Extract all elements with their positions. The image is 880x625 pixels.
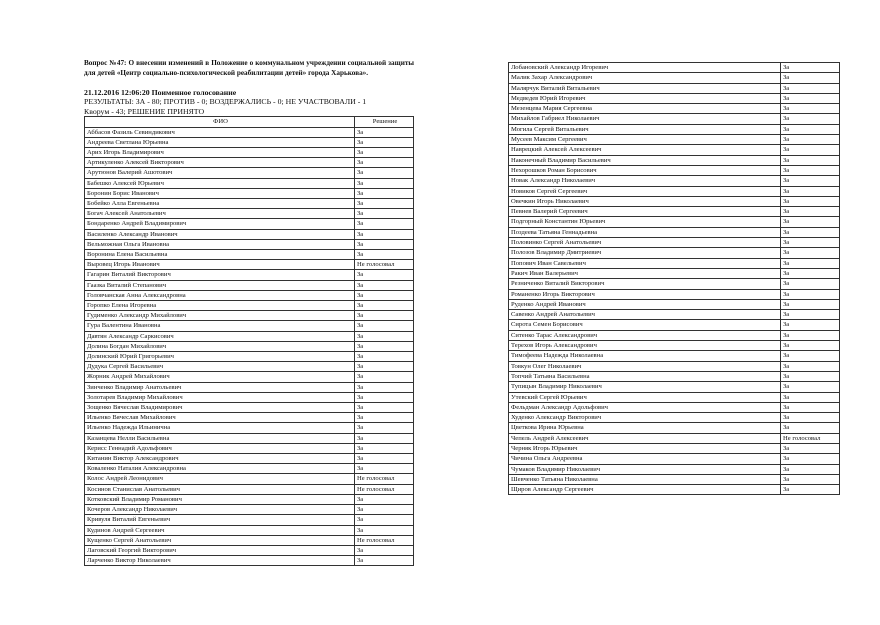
- deputy-name: Вельможная Ольга Ивановна: [85, 239, 355, 249]
- deputy-name: Андреева Светлана Юрьевна: [85, 137, 355, 147]
- deputy-name: Колос Андрей Леонидович: [85, 474, 355, 484]
- deputy-name: Головчанская Анна Александровна: [85, 290, 355, 300]
- table-row: [85, 352, 414, 362]
- table-row: [85, 341, 414, 351]
- deputy-name: Ильенко Вячеслав Михайлович: [85, 413, 355, 423]
- table-row: [509, 186, 840, 196]
- deputy-name: Фельдман Александр Адольфович: [509, 402, 781, 412]
- vote-decision: Не голосовал: [355, 484, 414, 494]
- table-row: [85, 505, 414, 515]
- votes-table-right: [508, 62, 840, 495]
- table-row: [85, 423, 414, 433]
- deputy-name: Китанин Виктор Александрович: [85, 454, 355, 464]
- table-row: [509, 341, 840, 351]
- table-row: [509, 217, 840, 227]
- table-row: [85, 321, 414, 331]
- deputy-name: Малярчук Виталий Витальевич: [509, 83, 781, 93]
- deputy-name: Ракич Иван Валерьевич: [509, 268, 781, 278]
- vote-decision: За: [355, 454, 414, 464]
- deputy-name: Щиров Александр Сергеевич: [509, 485, 781, 495]
- deputy-name: Давтян Александр Саркисович: [85, 331, 355, 341]
- deputy-name: Долинский Юрий Григорьевич: [85, 352, 355, 362]
- deputy-name: Товкун Олег Николаевич: [509, 361, 781, 371]
- deputy-name: Бабешко Алексей Юрьевич: [85, 178, 355, 188]
- table-row: [85, 239, 414, 249]
- table-row: [509, 423, 840, 433]
- deputy-name: Бобейко Алла Евгеньевна: [85, 199, 355, 209]
- deputy-name: Арих Игорь Владимирович: [85, 147, 355, 157]
- vote-decision: За: [781, 382, 840, 392]
- table-row: [85, 270, 414, 280]
- vote-decision: За: [781, 165, 840, 175]
- column-header-name: ФИО: [85, 117, 355, 127]
- question-title: Вопрос №47: О внесении изменений в Положение о коммунальном учреждении социальной защиты для детей «Центр социально-психологической реабилитации детей» города Харькова».: [84, 59, 414, 78]
- vote-decision: За: [355, 433, 414, 443]
- deputy-name: Ситенко Тарас Александрович: [509, 330, 781, 340]
- deputy-name: Долина Богдан Михайлович: [85, 341, 355, 351]
- vote-decision: За: [781, 155, 840, 165]
- table-row: [85, 362, 414, 372]
- vote-decision: За: [781, 299, 840, 309]
- table-row: [509, 176, 840, 186]
- left-table-body: [85, 127, 414, 566]
- vote-decision: За: [355, 229, 414, 239]
- table-row: [85, 392, 414, 402]
- deputy-name: Цветкова Ирина Юрьевна: [509, 423, 781, 433]
- table-row: [509, 124, 840, 134]
- vote-decision: За: [781, 443, 840, 453]
- vote-decision: За: [781, 402, 840, 412]
- vote-decision: За: [355, 137, 414, 147]
- deputy-name: Чепель Андрей Алексеевич: [509, 433, 781, 443]
- deputy-name: Наконечный Владимир Васильевич: [509, 155, 781, 165]
- vote-decision: За: [355, 525, 414, 535]
- table-row: [85, 464, 414, 474]
- table-row: [509, 351, 840, 361]
- deputy-name: Ларченко Виктор Николаевич: [85, 556, 355, 566]
- table-row: [85, 219, 414, 229]
- vote-decision: За: [781, 73, 840, 83]
- vote-decision: За: [781, 135, 840, 145]
- table-row: [509, 155, 840, 165]
- deputy-name: Кочеров Александр Николаевич: [85, 505, 355, 515]
- vote-time: 21.12.2016 12:06:20 Поименное голосование: [84, 87, 237, 97]
- deputy-name: Подгорный Константин Юрьевич: [509, 217, 781, 227]
- deputy-name: Золотарев Владимир Михайлович: [85, 392, 355, 402]
- vote-decision: За: [355, 341, 414, 351]
- vote-decision: За: [355, 392, 414, 402]
- deputy-name: Керисс Геннадий Адольфович: [85, 443, 355, 453]
- table-row: [85, 290, 414, 300]
- deputy-name: Савенко Андрей Анатольевич: [509, 310, 781, 320]
- vote-decision: За: [355, 270, 414, 280]
- right-page: [508, 62, 840, 495]
- table-row: [509, 413, 840, 423]
- table-row: [509, 454, 840, 464]
- vote-decision: За: [355, 301, 414, 311]
- vote-decision: За: [355, 250, 414, 260]
- vote-decision: За: [355, 219, 414, 229]
- deputy-name: Гура Валентина Ивановна: [85, 321, 355, 331]
- vote-decision: За: [781, 474, 840, 484]
- table-row: [509, 114, 840, 124]
- vote-decision: За: [781, 196, 840, 206]
- table-row: [85, 474, 414, 484]
- table-row: [85, 127, 414, 137]
- vote-decision: За: [355, 178, 414, 188]
- table-row: [509, 83, 840, 93]
- vote-decision: За: [355, 545, 414, 555]
- vote-decision: За: [781, 248, 840, 258]
- deputy-name: Котковский Владимир Романович: [85, 494, 355, 504]
- table-row: [85, 260, 414, 270]
- deputy-name: Жорник Андрей Михайлович: [85, 372, 355, 382]
- deputy-name: Топчий Татьяна Васильевна: [509, 371, 781, 381]
- table-row: [509, 289, 840, 299]
- deputy-name: Дудука Сергей Васильевич: [85, 362, 355, 372]
- results-line: РЕЗУЛЬТАТЫ: ЗА - 80; ПРОТИВ - 0; ВОЗДЕРЖАЛИСЬ - 0; НЕ УЧАСТВОВАЛИ - 1: [84, 97, 367, 107]
- table-row: [85, 443, 414, 453]
- table-row: [509, 135, 840, 145]
- table-row: [509, 104, 840, 114]
- vote-header: [84, 88, 414, 117]
- deputy-name: Романенко Игорь Викторович: [509, 289, 781, 299]
- deputy-name: Половинко Сергей Анатольевич: [509, 238, 781, 248]
- deputy-name: Чичина Ольга Андреевна: [509, 454, 781, 464]
- vote-decision: За: [355, 372, 414, 382]
- table-row: [509, 63, 840, 73]
- table-row: [85, 545, 414, 555]
- deputy-name: Терехов Игорь Александрович: [509, 341, 781, 351]
- deputy-name: Бондаренко Андрей Владимирович: [85, 219, 355, 229]
- vote-decision: За: [355, 199, 414, 209]
- deputy-name: Шевченко Татьяна Николаевна: [509, 474, 781, 484]
- vote-decision: За: [355, 382, 414, 392]
- deputy-name: Кривуля Виталий Евгеньевич: [85, 515, 355, 525]
- vote-decision: За: [355, 147, 414, 157]
- table-row: [85, 413, 414, 423]
- table-row: [509, 207, 840, 217]
- table-row: [85, 535, 414, 545]
- vote-decision: За: [781, 124, 840, 134]
- vote-decision: За: [355, 321, 414, 331]
- deputy-name: Коваленко Наталия Александровна: [85, 464, 355, 474]
- vote-decision: За: [781, 485, 840, 495]
- deputy-name: Мусеев Максим Сергеевич: [509, 135, 781, 145]
- vote-decision: За: [355, 168, 414, 178]
- vote-decision: За: [781, 454, 840, 464]
- table-row: [509, 268, 840, 278]
- table-row: [85, 188, 414, 198]
- table-row: [509, 258, 840, 268]
- vote-decision: За: [781, 464, 840, 474]
- table-row: [85, 301, 414, 311]
- table-row: [509, 361, 840, 371]
- table-row: [85, 158, 414, 168]
- vote-decision: За: [781, 207, 840, 217]
- table-row: [509, 93, 840, 103]
- vote-decision: За: [781, 279, 840, 289]
- vote-decision: За: [355, 464, 414, 474]
- vote-decision: За: [355, 515, 414, 525]
- deputy-name: Черняк Игорь Юрьевич: [509, 443, 781, 453]
- table-row: [85, 137, 414, 147]
- table-row: [85, 433, 414, 443]
- vote-decision: За: [781, 258, 840, 268]
- deputy-name: Казанцева Нелли Васильевна: [85, 433, 355, 443]
- deputy-name: Овечкин Игорь Николаевич: [509, 196, 781, 206]
- deputy-name: Могила Сергей Витальевич: [509, 124, 781, 134]
- deputy-name: Артикуленко Алексей Викторович: [85, 158, 355, 168]
- table-row: [509, 474, 840, 484]
- right-table-body: [509, 63, 840, 495]
- deputy-name: Мезенцева Мария Сергеевна: [509, 104, 781, 114]
- table-row: [85, 209, 414, 219]
- table-row: [85, 382, 414, 392]
- vote-decision: За: [355, 280, 414, 290]
- deputy-name: Богач Алексей Анатольевич: [85, 209, 355, 219]
- table-row: [509, 485, 840, 495]
- vote-decision: За: [781, 413, 840, 423]
- table-row: [509, 227, 840, 237]
- vote-decision: За: [355, 127, 414, 137]
- vote-decision: За: [781, 114, 840, 124]
- vote-decision: Не голосовал: [355, 474, 414, 484]
- left-page: [84, 58, 414, 566]
- table-row: [509, 248, 840, 258]
- table-row: [509, 310, 840, 320]
- deputy-name: Гагарин Виталий Викторович: [85, 270, 355, 280]
- table-row: [509, 238, 840, 248]
- table-row: [509, 299, 840, 309]
- deputy-name: Выровец Игорь Иванович: [85, 260, 355, 270]
- vote-decision: За: [355, 188, 414, 198]
- deputy-name: Гудименко Александр Михайлович: [85, 311, 355, 321]
- deputy-name: Ильенко Надежда Ильинична: [85, 423, 355, 433]
- deputy-name: Наврецкий Алексей Алексеевич: [509, 145, 781, 155]
- deputy-name: Попович Иван Савельевич: [509, 258, 781, 268]
- vote-decision: За: [781, 320, 840, 330]
- deputy-name: Тимофеева Надежда Николаевна: [509, 351, 781, 361]
- vote-decision: За: [781, 341, 840, 351]
- table-row: [509, 73, 840, 83]
- vote-decision: За: [781, 310, 840, 320]
- vote-decision: Не голосовал: [355, 535, 414, 545]
- deputy-name: Полозов Владимир Дмитриевич: [509, 248, 781, 258]
- votes-table-left: [84, 116, 414, 566]
- vote-decision: За: [781, 330, 840, 340]
- deputy-name: Арутюнов Валерий Ашотович: [85, 168, 355, 178]
- deputy-name: Василенко Александр Иванович: [85, 229, 355, 239]
- deputy-name: Зинченко Владимир Анатольевич: [85, 382, 355, 392]
- vote-decision: Не голосовал: [781, 433, 840, 443]
- vote-decision: За: [355, 311, 414, 321]
- deputy-name: Горопко Елена Игоревна: [85, 301, 355, 311]
- vote-decision: За: [355, 158, 414, 168]
- vote-decision: За: [781, 351, 840, 361]
- vote-decision: За: [781, 176, 840, 186]
- vote-decision: За: [355, 423, 414, 433]
- vote-decision: За: [781, 423, 840, 433]
- column-header-decision: Решение: [355, 117, 414, 127]
- quorum-line: Кворум - 43; РЕШЕНИЕ ПРИНЯТО: [84, 106, 205, 116]
- vote-decision: За: [781, 371, 840, 381]
- table-row: [509, 165, 840, 175]
- deputy-name: Медведев Юрий Игоревич: [509, 93, 781, 103]
- vote-decision: За: [355, 413, 414, 423]
- vote-decision: За: [781, 227, 840, 237]
- table-header-row: [85, 117, 414, 127]
- table-row: [85, 525, 414, 535]
- vote-decision: За: [781, 83, 840, 93]
- table-row: [85, 454, 414, 464]
- table-row: [85, 515, 414, 525]
- deputy-name: Тупицын Владимир Николаевич: [509, 382, 781, 392]
- table-row: [509, 330, 840, 340]
- table-row: [85, 556, 414, 566]
- vote-decision: За: [781, 238, 840, 248]
- table-row: [85, 372, 414, 382]
- deputy-name: Утевский Сергей Юрьевич: [509, 392, 781, 402]
- vote-decision: За: [781, 186, 840, 196]
- deputy-name: Поздеева Татьяна Геннадьевна: [509, 227, 781, 237]
- table-row: [509, 145, 840, 155]
- table-row: [509, 320, 840, 330]
- deputy-name: Кудинов Андрей Сергеевич: [85, 525, 355, 535]
- vote-decision: За: [355, 352, 414, 362]
- deputy-name: Малик Захар Александрович: [509, 73, 781, 83]
- vote-decision: За: [781, 392, 840, 402]
- vote-decision: За: [355, 290, 414, 300]
- deputy-name: Певнев Валерий Сергеевич: [509, 207, 781, 217]
- deputy-name: Аббасов Фазиль Севиндикович: [85, 127, 355, 137]
- table-row: [85, 403, 414, 413]
- deputy-name: Руденко Андрей Иванович: [509, 299, 781, 309]
- deputy-name: Зощенко Вячеслав Владимирович: [85, 403, 355, 413]
- table-row: [509, 392, 840, 402]
- table-row: [85, 331, 414, 341]
- deputy-name: Сирота Семен Борисович: [509, 320, 781, 330]
- deputy-name: Новиков Сергей Сергеевич: [509, 186, 781, 196]
- vote-decision: За: [355, 556, 414, 566]
- vote-decision: За: [355, 362, 414, 372]
- table-row: [509, 196, 840, 206]
- deputy-name: Михайлов Габриел Николаевич: [509, 114, 781, 124]
- deputy-name: Чумаков Владимир Николаевич: [509, 464, 781, 474]
- vote-decision: За: [781, 63, 840, 73]
- table-row: [85, 311, 414, 321]
- table-row: [509, 464, 840, 474]
- vote-decision: За: [781, 104, 840, 114]
- vote-decision: За: [355, 209, 414, 219]
- vote-decision: За: [355, 403, 414, 413]
- vote-decision: За: [355, 443, 414, 453]
- deputy-name: Боронин Борис Иванович: [85, 188, 355, 198]
- vote-decision: За: [781, 217, 840, 227]
- table-row: [85, 178, 414, 188]
- table-row: [85, 168, 414, 178]
- deputy-name: Кущенко Сергей Анатольевич: [85, 535, 355, 545]
- deputy-name: Худенко Александр Викторович: [509, 413, 781, 423]
- table-row: [85, 229, 414, 239]
- deputy-name: Лаговский Георгий Викторович: [85, 545, 355, 555]
- table-row: [509, 433, 840, 443]
- table-row: [85, 147, 414, 157]
- table-row: [85, 280, 414, 290]
- vote-decision: За: [355, 331, 414, 341]
- table-row: [85, 494, 414, 504]
- table-row: [85, 199, 414, 209]
- vote-decision: За: [355, 494, 414, 504]
- vote-decision: За: [355, 239, 414, 249]
- vote-decision: За: [781, 93, 840, 103]
- vote-decision: За: [355, 505, 414, 515]
- table-row: [85, 484, 414, 494]
- table-row: [509, 443, 840, 453]
- vote-decision: За: [781, 145, 840, 155]
- table-row: [509, 402, 840, 412]
- vote-decision: За: [781, 289, 840, 299]
- deputy-name: Новак Александр Николаевич: [509, 176, 781, 186]
- deputy-name: Нехорошков Роман Борисович: [509, 165, 781, 175]
- vote-decision: Не голосовал: [355, 260, 414, 270]
- vote-decision: За: [781, 268, 840, 278]
- deputy-name: Резниченко Виталий Викторович: [509, 279, 781, 289]
- table-row: [85, 250, 414, 260]
- deputy-name: Гаазка Виталий Степанович: [85, 280, 355, 290]
- deputy-name: Воронина Елена Васильевна: [85, 250, 355, 260]
- deputy-name: Косинов Станислав Анатольевич: [85, 484, 355, 494]
- table-row: [509, 279, 840, 289]
- table-row: [509, 382, 840, 392]
- table-row: [509, 371, 840, 381]
- vote-decision: За: [781, 361, 840, 371]
- deputy-name: Лобановский Александр Игоревич: [509, 63, 781, 73]
